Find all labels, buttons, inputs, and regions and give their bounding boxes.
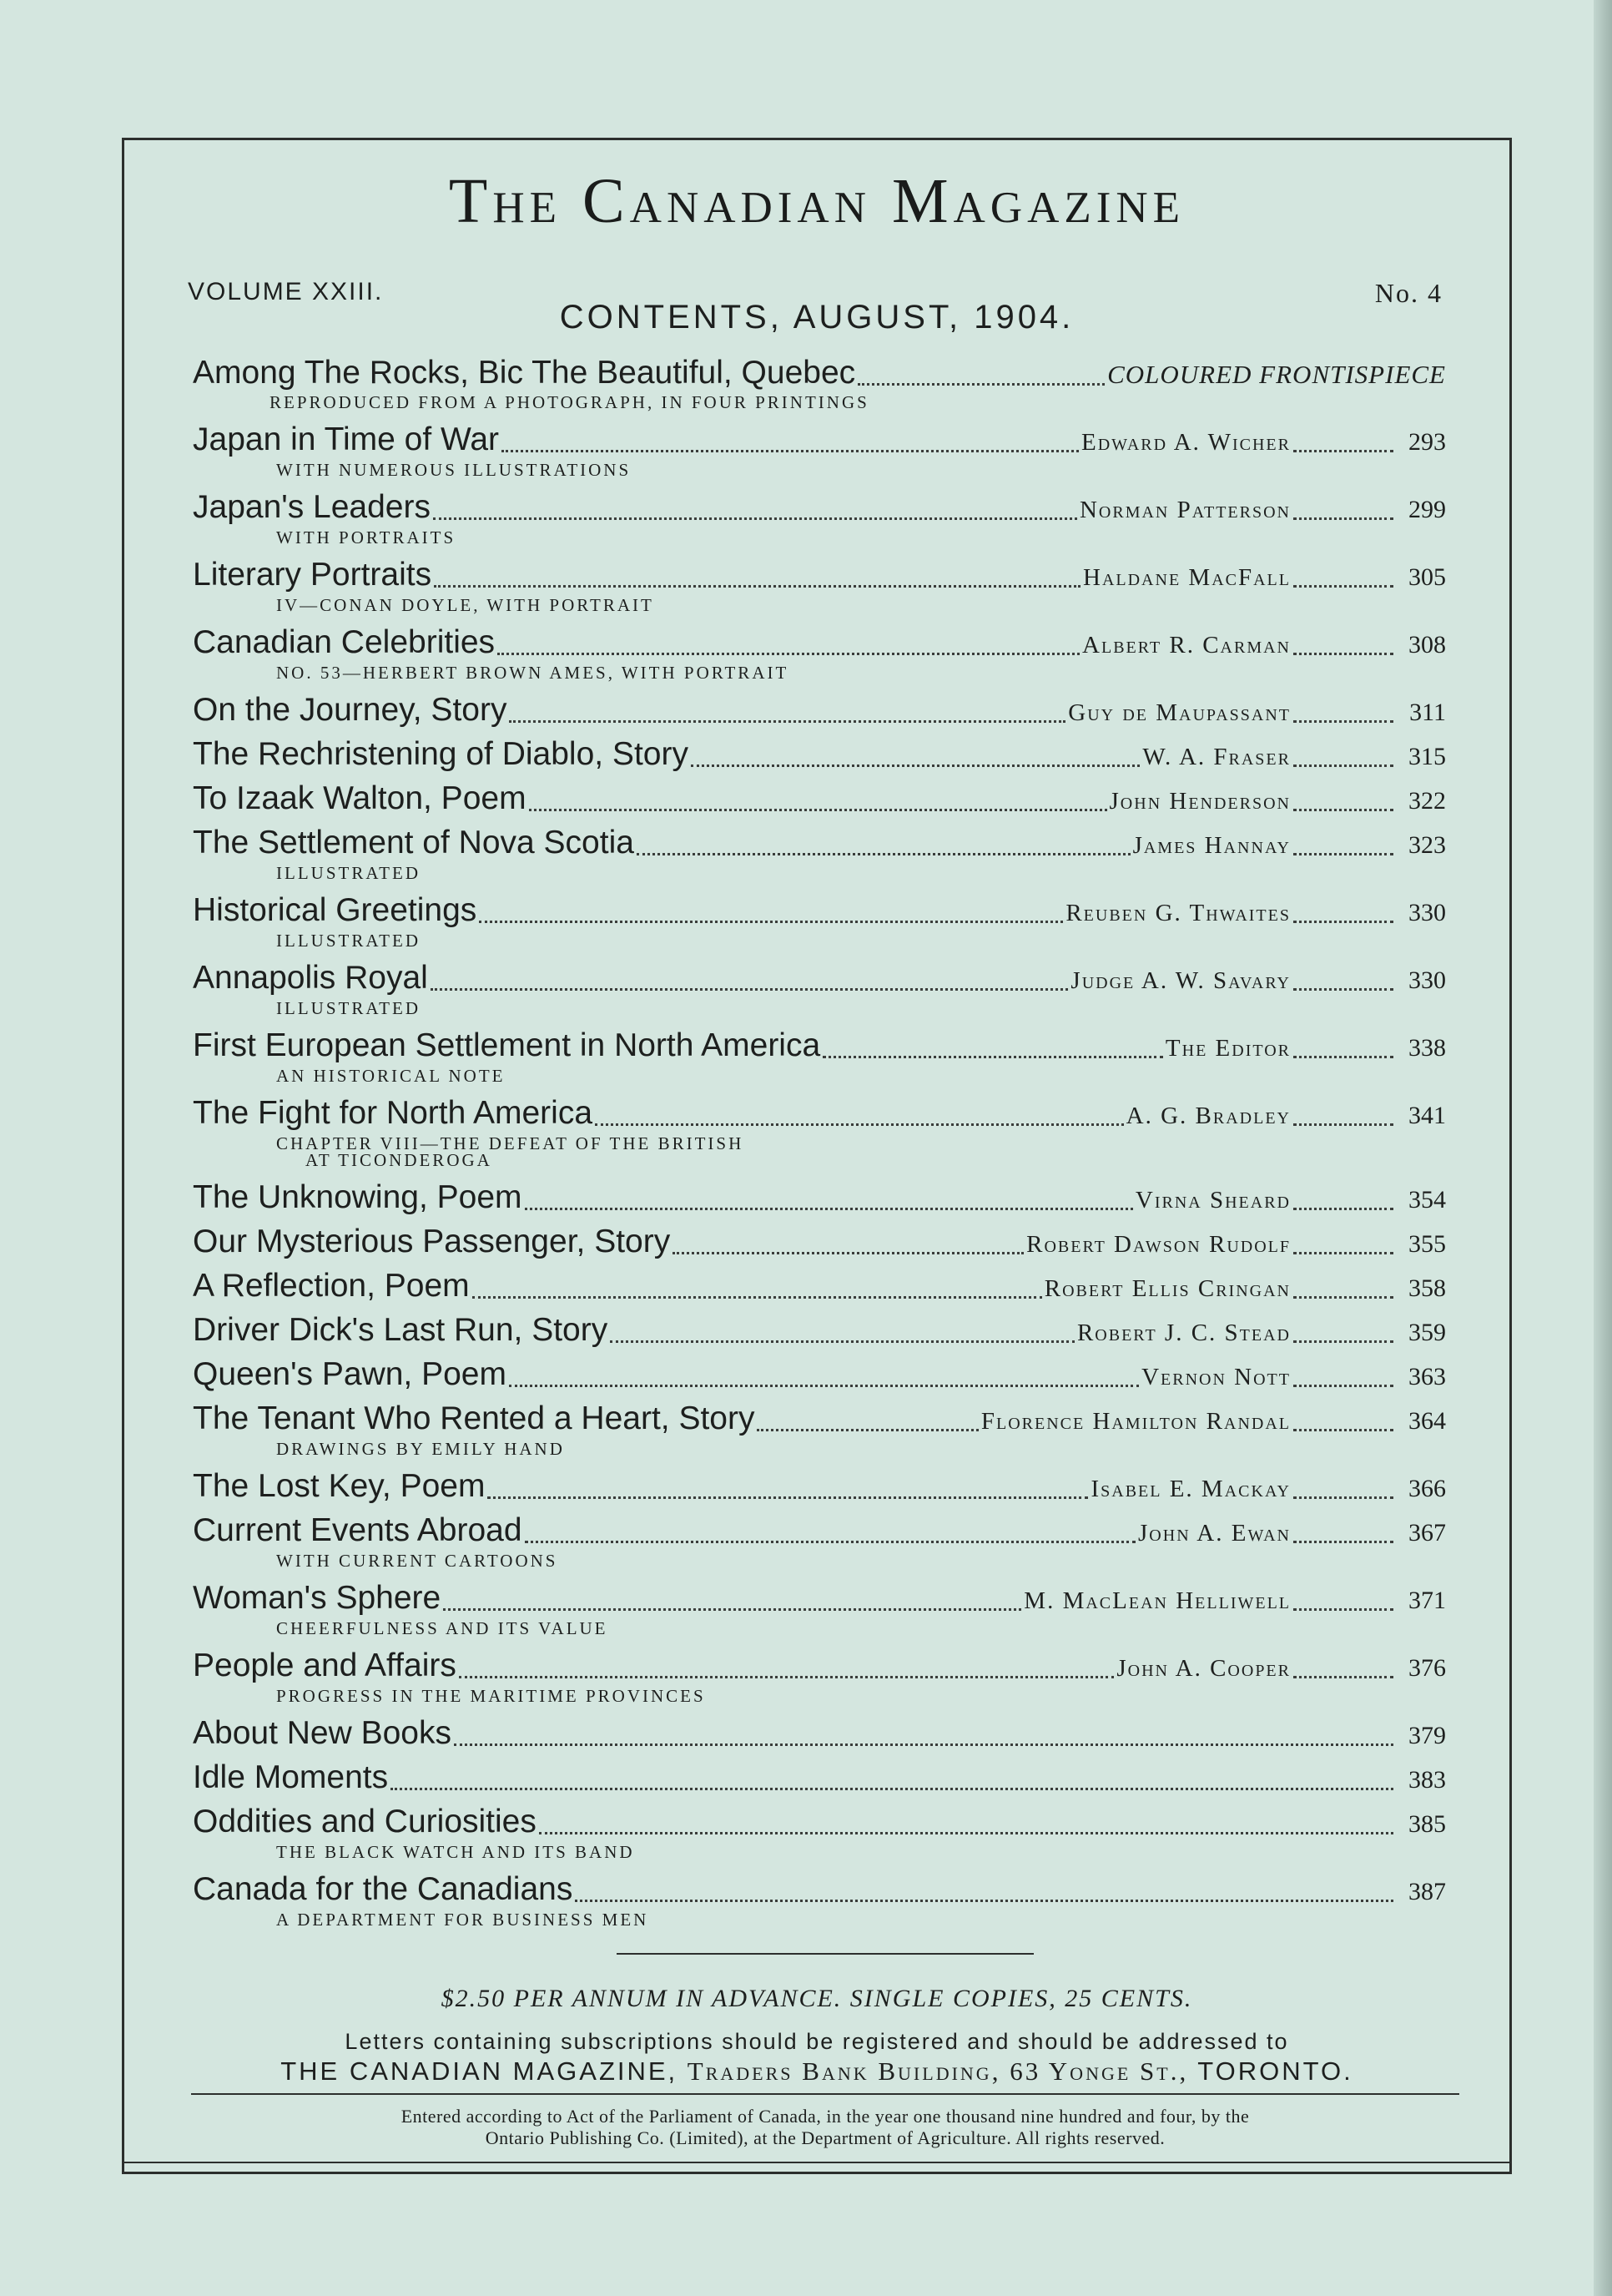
toc-page-number: 371 [1408, 1587, 1446, 1614]
toc-author: Isabel E. Mackay [1091, 1476, 1291, 1502]
toc-title: Among The Rocks, Bic The Beautiful, Quebec [193, 355, 856, 391]
toc-subtitle: CHEERFULNESS AND ITS VALUE [276, 1618, 608, 1638]
toc-page-number: 299 [1408, 496, 1446, 523]
dot-leader [487, 1496, 1088, 1499]
toc-page-number: 330 [1408, 966, 1446, 994]
dot-leader [823, 1056, 1163, 1058]
toc-page-number: 338 [1408, 1034, 1446, 1062]
toc-page-number: 355 [1408, 1230, 1446, 1258]
toc-entry [193, 823, 1446, 891]
toc-page-number: 330 [1408, 899, 1446, 926]
dot-leader [1293, 809, 1393, 811]
toc-author: Judge A. W. Savary [1070, 967, 1291, 994]
toc-title: The Unknowing, Poem [193, 1179, 522, 1215]
dot-leader [509, 720, 1065, 723]
dot-leader [1293, 1541, 1393, 1543]
toc-author: John Henderson [1109, 788, 1291, 815]
issue-number: No. 4 [1374, 278, 1443, 308]
dot-leader [1293, 1056, 1393, 1058]
toc-row [193, 623, 1446, 665]
dot-leader [1293, 653, 1393, 655]
toc-author: The Editor [1165, 1035, 1291, 1062]
dot-leader [691, 764, 1140, 767]
toc-entry [193, 420, 1446, 487]
dot-leader [433, 517, 1077, 520]
toc-entry [193, 1026, 1446, 1093]
subscription-price: $2.50 PER ANNUM IN ADVANCE. SINGLE COPIES, 25 CENTS. [441, 1985, 1193, 2012]
dot-leader [757, 1429, 978, 1431]
toc-title: About New Books [193, 1715, 452, 1751]
toc-author: Edward A. Wicher [1081, 429, 1291, 456]
magazine-name: THE CANADIAN MAGAZINE, [280, 2056, 678, 2086]
toc-subtitle: AN HISTORICAL NOTE [276, 1066, 506, 1086]
toc-page-number: 293 [1408, 428, 1446, 456]
toc-title: To Izaak Walton, Poem [193, 780, 526, 816]
toc-title: The Fight for North America [193, 1095, 593, 1131]
toc-page-number: 367 [1408, 1519, 1446, 1547]
city: TORONTO. [1197, 2056, 1353, 2086]
toc-row [193, 1266, 1446, 1309]
toc-author: John A. Cooper [1116, 1655, 1291, 1682]
toc-author: M. MacLean Helliwell [1024, 1587, 1291, 1614]
dot-leader [610, 1340, 1075, 1343]
toc-entry [193, 1578, 1446, 1646]
contents-title: CONTENTS, AUGUST, 1904. [559, 299, 1075, 336]
dot-leader [509, 1385, 1139, 1387]
toc-page-number: 311 [1409, 699, 1446, 726]
dot-leader [858, 383, 1105, 386]
toc-row [193, 1026, 1446, 1068]
toc-author: Florence Hamilton Randal [980, 1408, 1291, 1435]
toc-title: A Reflection, Poem [193, 1268, 470, 1304]
dot-leader [575, 1900, 1393, 1902]
toc-entry [193, 1222, 1446, 1266]
toc-subtitle: WITH CURRENT CARTOONS [276, 1551, 558, 1571]
dot-leader [1293, 1340, 1393, 1343]
toc-page-number: 315 [1408, 743, 1446, 770]
toc-title: Japan in Time of War [193, 421, 500, 457]
dot-leader [390, 1788, 1393, 1790]
toc-title: Woman's Sphere [193, 1580, 441, 1616]
toc-entry [193, 353, 1446, 420]
dot-leader [1293, 517, 1393, 520]
toc-page-number: 308 [1408, 631, 1446, 659]
dot-leader [1293, 853, 1393, 855]
toc-author: Norman Patterson [1079, 497, 1291, 523]
dot-leader [1293, 1429, 1393, 1431]
dot-leader [1293, 1496, 1393, 1499]
toc-row [193, 1713, 1446, 1756]
toc-entry [193, 1310, 1446, 1355]
dot-leader [1293, 1296, 1393, 1299]
toc-title: Canadian Celebrities [193, 624, 496, 660]
toc-author: Reuben G. Thwaites [1065, 900, 1291, 926]
divider-rule [617, 1953, 1034, 1955]
toc-subtitle: CHAPTER VIII—THE DEFEAT OF THE BRITISH [276, 1133, 744, 1153]
dot-leader [434, 585, 1081, 588]
toc-row [193, 1178, 1446, 1220]
toc-entry [193, 1758, 1446, 1802]
dot-leader [1293, 1676, 1393, 1678]
toc-subtitle: PROGRESS IN THE MARITIME PROVINCES [276, 1686, 706, 1706]
toc-title: Queen's Pawn, Poem [193, 1356, 506, 1392]
copyright-line-2: Ontario Publishing Co. (Limited), at the Department of Agriculture. All rights reserved. [485, 2127, 1166, 2148]
dot-leader [525, 1208, 1133, 1210]
toc-author: Robert Dawson Rudolf [1026, 1231, 1291, 1258]
toc-row [193, 1870, 1446, 1912]
toc-page-number: 379 [1408, 1722, 1446, 1749]
toc-subtitle: ILLUSTRATED [276, 998, 421, 1018]
toc-row [193, 420, 1446, 462]
toc-author: John A. Ewan [1138, 1520, 1291, 1547]
dot-leader [595, 1123, 1124, 1126]
dot-leader [454, 1743, 1393, 1746]
contents-frame [122, 138, 1512, 2174]
toc-row [193, 353, 1446, 395]
dot-leader [459, 1676, 1115, 1678]
dot-leader [1293, 585, 1393, 588]
toc-page-number: 383 [1408, 1766, 1446, 1794]
toc-entry [193, 690, 1446, 734]
toc-row [193, 1093, 1446, 1136]
toc-page-number: 366 [1408, 1475, 1446, 1502]
toc-title: On the Journey, Story [193, 692, 507, 728]
dot-leader [431, 988, 1069, 991]
toc-author: W. A. Fraser [1142, 744, 1291, 770]
toc-title: People and Affairs [193, 1648, 456, 1683]
subscription-address [174, 2026, 1459, 2087]
toc-entry [193, 1093, 1446, 1178]
toc-entry [193, 1178, 1446, 1222]
toc-entry [193, 1802, 1446, 1870]
toc-entry [193, 1466, 1446, 1511]
toc-title: Annapolis Royal [193, 960, 428, 996]
dot-leader [472, 1296, 1042, 1299]
toc-row [193, 487, 1446, 530]
toc-author: Vernon Nott [1141, 1364, 1291, 1390]
toc-author: Virna Sheard [1135, 1187, 1291, 1214]
dot-leader [1293, 1385, 1393, 1387]
toc-entry [193, 1646, 1446, 1713]
toc-subtitle: REPRODUCED FROM A PHOTOGRAPH, IN FOUR PRINTINGS [270, 392, 869, 412]
toc-subtitle: AT TICONDEROGA [305, 1150, 492, 1170]
toc-row [193, 1646, 1446, 1688]
toc-subtitle: THE BLACK WATCH AND ITS BAND [276, 1842, 635, 1862]
toc-entry [193, 623, 1446, 690]
toc-row [193, 1222, 1446, 1264]
toc-row [193, 1355, 1446, 1397]
toc-row [193, 958, 1446, 1001]
page-binding-edge [1594, 0, 1612, 2296]
toc-title: Historical Greetings [193, 892, 477, 928]
toc-title: Oddities and Curiosities [193, 1804, 536, 1839]
toc-author: Robert Ellis Cringan [1044, 1275, 1291, 1302]
toc-author: A. G. Bradley [1126, 1103, 1291, 1129]
toc-title: Canada for the Canadians [193, 1871, 573, 1907]
toc-page-number: 385 [1408, 1810, 1446, 1838]
address-line-2 [174, 2056, 1459, 2087]
table-of-contents [193, 353, 1446, 1937]
dot-leader [1293, 921, 1393, 923]
dot-leader [529, 809, 1107, 811]
volume-label: VOLUME XXIII. [188, 278, 384, 305]
toc-row [193, 1802, 1446, 1844]
toc-title: Current Events Abroad [193, 1512, 522, 1548]
toc-entry [193, 487, 1446, 555]
toc-row [193, 1399, 1446, 1441]
toc-subtitle: WITH PORTRAITS [276, 527, 456, 548]
toc-entry [193, 734, 1446, 779]
toc-subtitle: ILLUSTRATED [276, 931, 421, 951]
toc-row [193, 1511, 1446, 1553]
toc-page-number: 354 [1408, 1186, 1446, 1214]
toc-entry [193, 1511, 1446, 1578]
toc-row [193, 1310, 1446, 1353]
dot-leader [1293, 720, 1393, 723]
copyright-line-1: Entered according to Act of the Parliament of Canada, in the year one thousand nine hundred and four, by the [400, 2106, 1250, 2127]
toc-entry [193, 1399, 1446, 1466]
toc-page-number: 358 [1408, 1274, 1446, 1302]
dot-leader [1293, 764, 1393, 767]
toc-row [193, 1578, 1446, 1621]
toc-author: Haldane MacFall [1083, 564, 1291, 591]
footer-rule [191, 2093, 1459, 2095]
toc-subtitle: DRAWINGS BY EMILY HAND [276, 1439, 565, 1459]
toc-author: Robert J. C. Stead [1076, 1320, 1291, 1346]
toc-author: Albert R. Carman [1082, 632, 1291, 659]
toc-entry [193, 1266, 1446, 1310]
address-line-1: Letters containing subscriptions should be registered and should be addressed to [345, 2029, 1289, 2054]
dot-leader [1293, 450, 1393, 452]
toc-page-number: 364 [1408, 1407, 1446, 1435]
toc-row [193, 779, 1446, 821]
dot-leader [1293, 1252, 1393, 1254]
toc-subtitle: NO. 53—HERBERT BROWN AMES, WITH PORTRAIT [276, 663, 789, 683]
toc-entry [193, 958, 1446, 1026]
toc-row [193, 891, 1446, 933]
toc-page-number: 359 [1408, 1319, 1446, 1346]
dot-leader [1293, 1123, 1393, 1126]
dot-leader [1293, 988, 1393, 991]
toc-title: Our Mysterious Passenger, Story [193, 1224, 671, 1259]
toc-page-number: 376 [1408, 1654, 1446, 1682]
dot-leader [637, 853, 1131, 855]
toc-author: James Hannay [1132, 832, 1291, 859]
toc-row [193, 734, 1446, 777]
dot-leader [1293, 1208, 1393, 1210]
toc-row [193, 690, 1446, 733]
dot-leader [443, 1608, 1021, 1611]
toc-page-number: 363 [1408, 1363, 1446, 1390]
toc-subtitle: ILLUSTRATED [276, 863, 421, 883]
toc-entry [193, 1713, 1446, 1758]
toc-page-number: 323 [1408, 831, 1446, 859]
dot-leader [525, 1541, 1136, 1543]
dot-leader [479, 921, 1063, 923]
copyright-notice [183, 2106, 1468, 2149]
toc-title: Japan's Leaders [193, 489, 431, 525]
dot-leader [1293, 1608, 1393, 1611]
toc-entry [193, 1355, 1446, 1399]
toc-title: The Settlement of Nova Scotia [193, 825, 634, 860]
dot-leader [539, 1832, 1393, 1834]
toc-row [193, 555, 1446, 598]
masthead: The Canadian Magazine [448, 166, 1186, 236]
toc-page-number: 387 [1408, 1878, 1446, 1905]
toc-title: Driver Dick's Last Run, Story [193, 1312, 608, 1348]
dot-leader [673, 1252, 1024, 1254]
toc-entry [193, 555, 1446, 623]
toc-title: First European Settlement in North America [193, 1027, 821, 1063]
toc-subtitle: A DEPARTMENT FOR BUSINESS MEN [276, 1910, 649, 1930]
toc-page-number: 341 [1408, 1102, 1446, 1129]
toc-subtitle: WITH NUMEROUS ILLUSTRATIONS [276, 460, 632, 480]
toc-subtitle: IV—CONAN DOYLE, WITH PORTRAIT [276, 595, 654, 615]
dot-leader [497, 653, 1080, 655]
toc-title: Idle Moments [193, 1759, 389, 1795]
toc-row [193, 1466, 1446, 1509]
toc-row [193, 823, 1446, 865]
dot-leader [501, 450, 1079, 452]
toc-title: The Tenant Who Rented a Heart, Story [193, 1400, 755, 1436]
toc-title: The Rechristening of Diablo, Story [193, 736, 688, 772]
toc-title: Literary Portraits [193, 557, 432, 593]
toc-author: COLOURED FRONTISPIECE [1107, 360, 1446, 389]
toc-author: Guy de Maupassant [1068, 699, 1291, 726]
toc-page-number: 305 [1408, 563, 1446, 591]
toc-page-number: 322 [1408, 787, 1446, 815]
toc-entry [193, 1870, 1446, 1937]
toc-row [193, 1758, 1446, 1800]
building-address: Traders Bank Building, 63 Yonge St., [687, 2056, 1189, 2086]
toc-entry [193, 891, 1446, 958]
toc-entry [193, 779, 1446, 823]
toc-title: The Lost Key, Poem [193, 1468, 486, 1504]
